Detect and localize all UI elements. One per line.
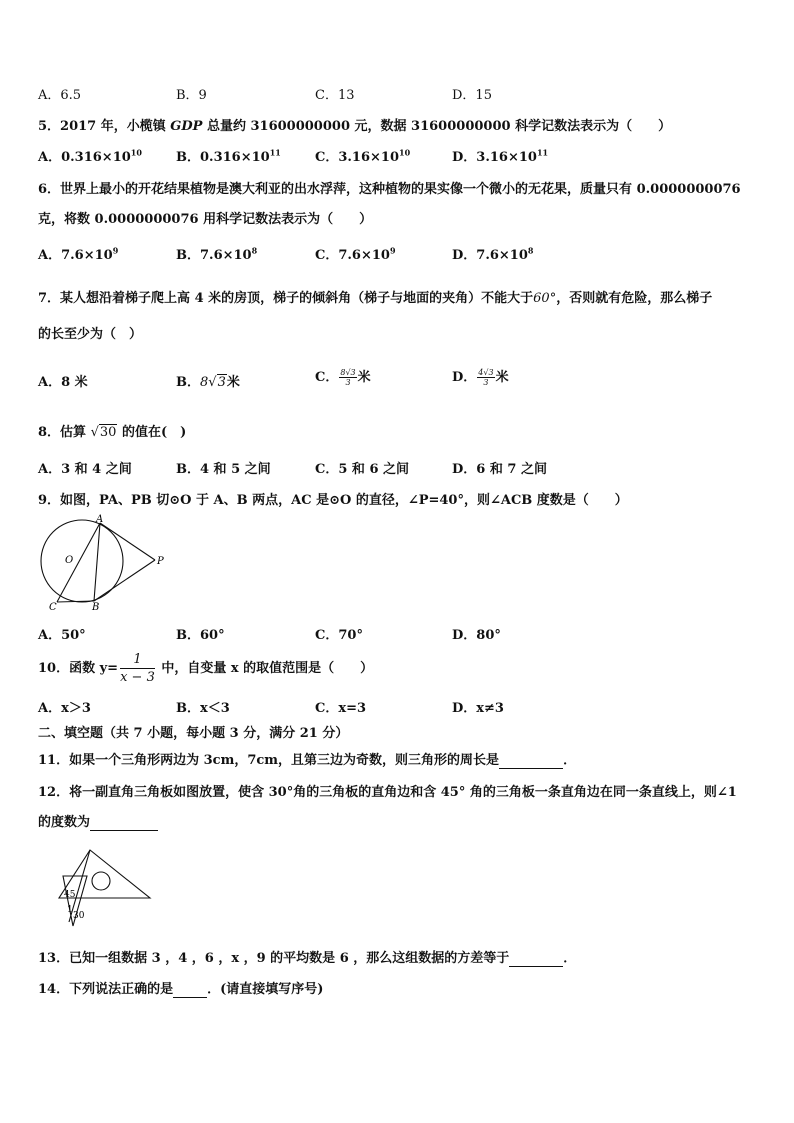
- label-o: O: [65, 555, 74, 566]
- chord-ab: [94, 523, 100, 601]
- label-b: B: [92, 602, 100, 613]
- q10-option-b: B．x＜3: [176, 701, 230, 716]
- q4-option-b: B．9: [176, 88, 207, 103]
- q6-option-b: B．$7.6\times 10^8$: [176, 245, 258, 263]
- q8-option-c: C．5 和 6 之间: [315, 462, 410, 477]
- q6-option-c: C．$7.6\times 10^9$: [315, 245, 396, 263]
- q11-answer-blank[interactable]: [499, 753, 563, 769]
- q8-stem: 8．估算 √30 的值在( ): [38, 425, 187, 440]
- q12-stem-line2: 的度数为: [38, 811, 158, 831]
- q12-answer-blank[interactable]: [90, 815, 158, 831]
- q9-circle-tangent-figure: [34, 512, 174, 614]
- label-c: C: [49, 602, 57, 613]
- tangent-pb: [94, 560, 155, 601]
- q13-stem: 13．已知一组数据 3 ，4 ，6 ，x ，9 的平均数是 6 ，那么这组数据的方差等于 ．: [38, 951, 577, 966]
- q8-option-a: A．3 和 4 之间: [38, 462, 132, 477]
- q5-option-d: D．$3.16\times 10^{11}$: [452, 147, 549, 165]
- q12-triangle-boards-figure: [55, 846, 153, 930]
- q14-stem: 14．下列说法正确的是 ．(请直接填写序号): [38, 982, 324, 997]
- q5-option-a: A．$0.316\times 10^{10}$: [38, 147, 142, 165]
- q9-option-d: D．80°: [452, 628, 501, 643]
- q7-stem-line2: 的长至少为（ ）: [38, 327, 143, 342]
- q6-stem-line1: 6．世界上最小的开花结果植物是澳大利亚的出水浮萍，这种植物的果实像一个微小的无花果，质量只有 0.0000000076: [38, 182, 741, 197]
- q8-option-b: B．4 和 5 之间: [176, 462, 271, 477]
- q10-option-d: D．x≠3: [452, 701, 504, 716]
- q6-option-d: D．$7.6\times 10^8$: [452, 245, 534, 263]
- q8-option-d: D．6 和 7 之间: [452, 462, 547, 477]
- q9-stem: 9．如图，PA、PB 切⊙O 于 A、B 两点，AC 是⊙O 的直径，∠P=40°，则∠ACB 度数是（ ）: [38, 493, 628, 508]
- q14-answer-blank[interactable]: [173, 982, 207, 998]
- q6-option-a: A．$7.6\times 10^9$: [38, 245, 119, 263]
- diameter-ac: [57, 523, 100, 602]
- q6-stem-line2: 克，将数 0.0000000076 用科学记数法表示为（ ）: [38, 212, 373, 227]
- q12-stem-line1: 12．将一副直角三角板如图放置，使含 30°角的三角板的直角边和含 45° 角的三角板一条直角边在同一条直线上，则∠1: [38, 785, 737, 800]
- label-a: A: [96, 514, 104, 525]
- q7-option-c: C． $\frac{8√3}{3}$ 米: [315, 368, 371, 387]
- q9-option-a: A．50°: [38, 628, 86, 643]
- q5-stem: 5．2017 年，小榄镇 GDP 总量约 31600000000 元，数据 31600000000 科学记数法表示为（ ）: [38, 119, 672, 134]
- q7-option-d: D． $\frac{4√3}{3}$ 米: [452, 368, 509, 387]
- q4-option-c: C．13: [315, 88, 355, 103]
- section-fill-in-heading: 二、填空题（共 7 小题，每小题 3 分，满分 21 分）: [38, 726, 349, 741]
- label-angle-1: 1: [67, 905, 73, 915]
- q11-stem: 11．如果一个三角形两边为 3cm，7cm，且第三边为奇数，则三角形的周长是 ．: [38, 753, 577, 768]
- q9-option-b: B．60°: [176, 628, 225, 643]
- q7-stem-line1: 7．某人想沿着梯子爬上高 4 米的房顶，梯子的倾斜角（梯子与地面的夹角）不能大于60°，否则就有危险，那么梯子: [38, 291, 713, 306]
- q7-option-a: A．8 米: [38, 375, 88, 390]
- q10-option-c: C．x=3: [315, 701, 367, 716]
- q10-stem: 10．函数 y= $\frac{1}{x - 3}$ 中，自变量 x 的取值范围是（ ）: [38, 652, 374, 685]
- label-30: 30: [73, 911, 85, 921]
- q4-option-d: D．15: [452, 88, 492, 103]
- board-hole: [92, 872, 110, 890]
- q5-option-b: B．$0.316\times 10^{11}$: [176, 147, 281, 165]
- q9-option-c: C．70°: [315, 628, 363, 643]
- q4-option-a: A．6.5: [38, 88, 82, 103]
- label-45: 45: [64, 890, 76, 900]
- q10-option-a: A．x＞3: [38, 701, 91, 716]
- q7-option-b: B．8√3米: [176, 375, 240, 390]
- q5-option-c: C．$3.16\times 10^{10}$: [315, 147, 411, 165]
- label-p: P: [157, 556, 164, 567]
- tangent-pa: [100, 523, 155, 560]
- q13-answer-blank[interactable]: [509, 951, 563, 967]
